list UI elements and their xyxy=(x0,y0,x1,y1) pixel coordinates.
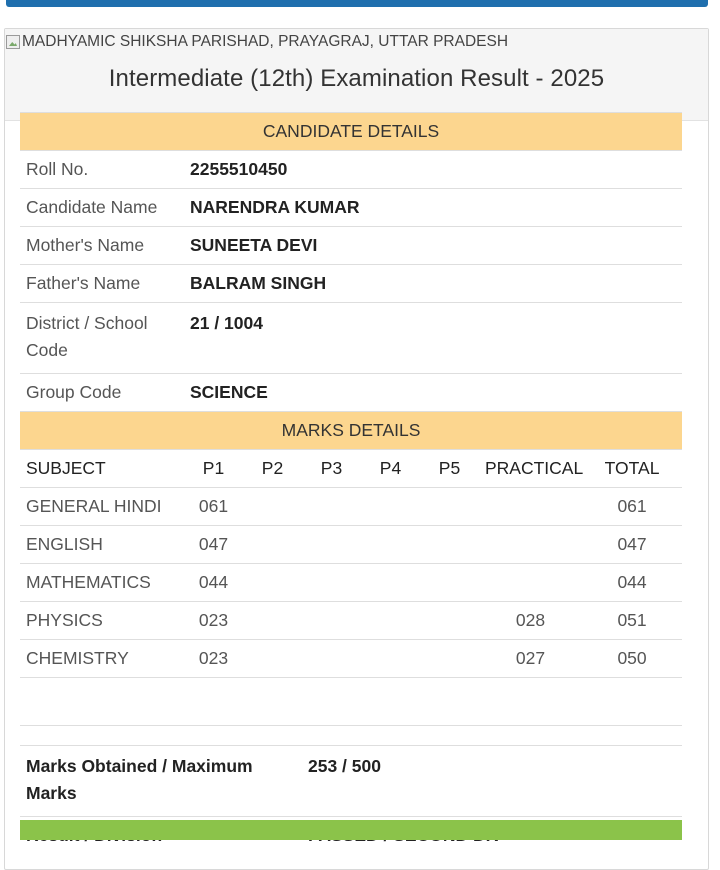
p4-cell xyxy=(361,602,420,640)
marks-row-physics xyxy=(20,602,682,640)
subject-cell: GENERAL HINDI xyxy=(20,488,184,526)
p1-cell: 023 xyxy=(184,602,243,640)
column-header-subject: SUBJECT xyxy=(20,450,184,488)
subject-cell: CHEMISTRY xyxy=(20,640,184,678)
p1-cell: 047 xyxy=(184,526,243,564)
spacer-row xyxy=(20,678,682,726)
practical-cell xyxy=(479,488,582,526)
info-row-district-school-code xyxy=(20,303,682,374)
p5-cell xyxy=(420,488,479,526)
info-value: NARENDRA KUMAR xyxy=(184,189,682,227)
p2-cell xyxy=(243,526,302,564)
board-logo-alt-text: MADHYAMIC SHIKSHA PARISHAD, PRAYAGRAJ, UTTAR PRADESH xyxy=(22,33,509,50)
practical-cell: 027 xyxy=(479,640,582,678)
info-value: 2255510450 xyxy=(184,151,682,189)
p1-cell: 044 xyxy=(184,564,243,602)
p1-cell: 023 xyxy=(184,640,243,678)
info-row-mother-name xyxy=(20,227,682,265)
p4-cell xyxy=(361,640,420,678)
column-header-p5: P5 xyxy=(420,450,479,488)
subject-cell: ENGLISH xyxy=(20,526,184,564)
summary-value: 253 / 500 xyxy=(302,746,682,817)
p2-cell xyxy=(243,488,302,526)
marks-row-mathematics xyxy=(20,564,682,602)
p4-cell xyxy=(361,488,420,526)
total-cell: 061 xyxy=(582,488,682,526)
summary-row-marks xyxy=(20,746,682,817)
column-header-total: TOTAL xyxy=(582,450,682,488)
info-label: Group Code xyxy=(20,374,184,412)
p2-cell xyxy=(243,640,302,678)
marks-details-header xyxy=(20,412,682,450)
practical-cell: 028 xyxy=(479,602,582,640)
candidate-details-title: CANDIDATE DETAILS xyxy=(20,113,682,151)
marks-row-general-hindi xyxy=(20,488,682,526)
p2-cell xyxy=(243,602,302,640)
p2-cell xyxy=(243,564,302,602)
total-cell: 047 xyxy=(582,526,682,564)
info-value: 21 / 1004 xyxy=(184,303,682,374)
p3-cell xyxy=(302,488,361,526)
board-logo xyxy=(6,31,508,53)
p3-cell xyxy=(302,640,361,678)
p3-cell xyxy=(302,526,361,564)
info-label: Candidate Name xyxy=(20,189,184,227)
p3-cell xyxy=(302,602,361,640)
marks-details-title: MARKS DETAILS xyxy=(20,412,682,450)
info-row-father-name xyxy=(20,265,682,303)
column-header-p3: P3 xyxy=(302,450,361,488)
gap-cell xyxy=(20,726,682,727)
column-header-practical: PRACTICAL xyxy=(479,450,582,488)
marks-row-chemistry xyxy=(20,640,682,678)
broken-image-icon xyxy=(6,35,20,49)
p5-cell xyxy=(420,602,479,640)
column-header-p4: P4 xyxy=(361,450,420,488)
p5-cell xyxy=(420,564,479,602)
column-header-p1: P1 xyxy=(184,450,243,488)
marks-row-english xyxy=(20,526,682,564)
result-status-bar xyxy=(20,820,682,840)
p1-cell: 061 xyxy=(184,488,243,526)
candidate-details-header xyxy=(20,113,682,151)
info-row-roll-no xyxy=(20,151,682,189)
p4-cell xyxy=(361,564,420,602)
top-accent-bar xyxy=(6,0,708,7)
p3-cell xyxy=(302,564,361,602)
info-value: SUNEETA DEVI xyxy=(184,227,682,265)
p4-cell xyxy=(361,526,420,564)
card-header xyxy=(5,29,708,121)
info-label: District / School Code xyxy=(20,303,184,374)
info-label: Roll No. xyxy=(20,151,184,189)
practical-cell xyxy=(479,526,582,564)
gap-row xyxy=(20,726,682,727)
p5-cell xyxy=(420,526,479,564)
result-table xyxy=(20,112,682,726)
page-title: Intermediate (12th) Examination Result - 2025 xyxy=(108,65,605,92)
total-cell: 044 xyxy=(582,564,682,602)
column-header-p2: P2 xyxy=(243,450,302,488)
info-label: Father's Name xyxy=(20,265,184,303)
total-cell: 051 xyxy=(582,602,682,640)
info-value: BALRAM SINGH xyxy=(184,265,682,303)
practical-cell xyxy=(479,564,582,602)
subject-cell: PHYSICS xyxy=(20,602,184,640)
info-label: Mother's Name xyxy=(20,227,184,265)
spacer-cell xyxy=(20,678,682,726)
info-row-candidate-name xyxy=(20,189,682,227)
summary-label: Marks Obtained / Maximum Marks xyxy=(20,746,302,817)
info-value: SCIENCE xyxy=(184,374,682,412)
marks-column-header-row xyxy=(20,450,682,488)
total-cell: 050 xyxy=(582,640,682,678)
subject-cell: MATHEMATICS xyxy=(20,564,184,602)
p5-cell xyxy=(420,640,479,678)
info-row-group-code xyxy=(20,374,682,412)
